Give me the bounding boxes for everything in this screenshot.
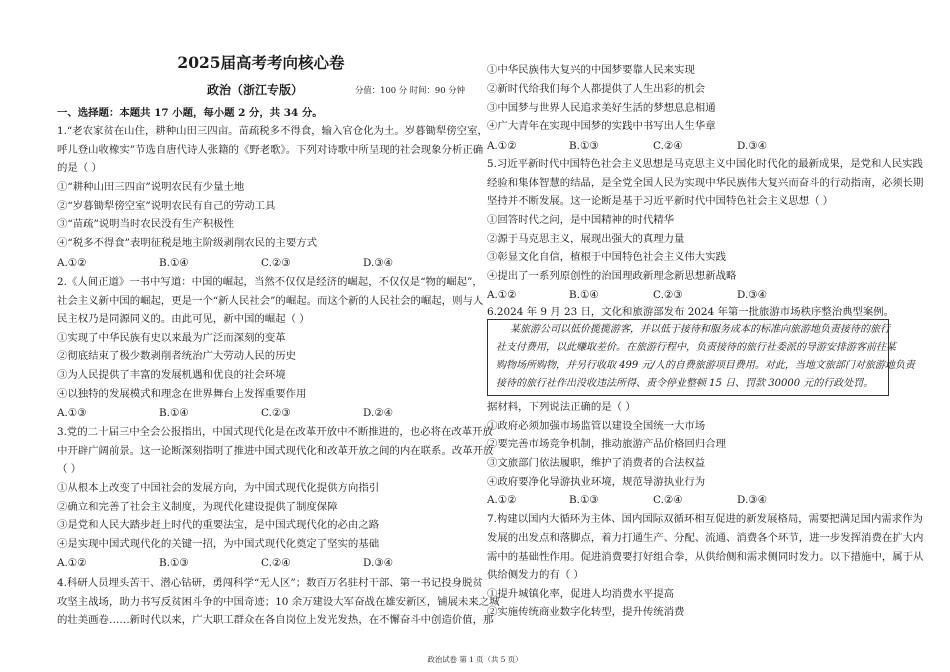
q4-option-d[interactable]: D.③④ — [737, 140, 767, 152]
q3-item: ①从根本上改变了中国社会的发展方向，为中国式现代化提供方向指引 — [57, 482, 380, 494]
q2-option-c[interactable]: C.②③ — [261, 407, 291, 419]
q6-material-line: 社支付费用，以此赚取差价。在旅游行程中，负责接待的旅行社委派的导游安排游客前往某 — [496, 342, 896, 353]
q3-line: 中开辟广阔前景。这一论断深刻指明了推进中国式现代化和改革开放之间的内在联系。改革开放 — [57, 445, 494, 457]
q6-option-b[interactable]: B.①③ — [569, 494, 599, 506]
q1-line: 1.“老农家贫在山住，耕种山田三四亩。苗疏税多不得食，输入官仓化为土。岁暮锄犁傍空室， — [57, 125, 488, 137]
q6-material-line: 接待的旅行社作出没收违法所得、责令停业整顿 15 日、罚款 30000 元的行政处罚。 — [496, 378, 874, 389]
q6-item: ③文旅部门依法履职，维护了消费者的合法权益 — [487, 457, 706, 469]
q3-line: （ ） — [57, 463, 82, 475]
q5-option-c[interactable]: C.②③ — [653, 289, 683, 301]
exam-subtitle: 政治（浙江专版） — [207, 83, 304, 97]
q2-item: ③为人民提供了丰富的发展机遇和优良的社会环境 — [57, 369, 286, 381]
q7-line: 发展的出发点和落脚点，着力打通生产、分配、流通、消费各个环节，进一步发挥消费在扩大内 — [487, 532, 924, 544]
q4-item: ③中国梦与世界人民追求美好生活的梦想息息相通 — [487, 102, 716, 114]
q6-item: ①政府必须加强市场监管以建设全国统一大市场 — [487, 420, 706, 432]
q2-line: 2.《人间正道》一书中写道：中国的崛起，当然不仅仅是经济的崛起，不仅仅是“物的崛起”， — [57, 276, 483, 288]
q1-line: 的是（ ） — [57, 162, 102, 174]
q6-intro: 6.2024 年 9 月 23 日，文化和旅游部发布 2024 年第一批旅游市场秩序整治典型案例。 — [487, 306, 895, 318]
exam-meta: 分值：100 分 时间：90 分钟 — [355, 85, 466, 95]
q2-option-a[interactable]: A.①③ — [57, 407, 87, 419]
q6-line: 据材料，下列说法正确的是（ ） — [487, 401, 636, 413]
q6-material-line: 某旅游公司以低价揽揽游客，并以低于接待和服务成本的标准向旅游地负责接待的旅行 — [510, 324, 890, 335]
q5-line: 5.习近平新时代中国特色社会主义思想是马克思主义中国化时代化的最新成果，是党和人民实践 — [487, 158, 923, 170]
q3-option-a[interactable]: A.①② — [57, 557, 87, 569]
q1-option-b[interactable]: B.①④ — [159, 257, 189, 269]
q6-option-d[interactable]: D.③④ — [737, 494, 767, 506]
q1-item: ③“苗疏”说明当时农民没有生产积极性 — [57, 218, 234, 230]
q3-line: 3.党的二十届三中全会公报指出，中国式现代化是在改革开放中不断推进的，也必将在改革开放 — [57, 426, 493, 438]
q7-line: 需中的基础性作用。促进消费要打好组合拳，从供给侧和需求侧同时发力。以下措施中，属于从 — [487, 551, 924, 563]
q2-line: 社会主义新中国的崛起，更是一个“新人民社会”的崛起。而这个新的人民社会的崛起，则与人 — [57, 295, 484, 307]
q5-item: ③彰显文化自信，植根于中国特色社会主义伟大实践 — [487, 251, 726, 263]
q5-option-d[interactable]: D.③④ — [737, 289, 767, 301]
q4-item: ②新时代给我们每个人都提供了人生出彩的机会 — [487, 83, 706, 95]
q5-line: 坚持并不断发展。这一论断是基于习近平新时代中国特色社会主义思想（ ） — [487, 195, 834, 207]
q5-option-b[interactable]: B.①④ — [569, 289, 599, 301]
q6-item: ④政府要净化导游执业环境，规范导游执业行为 — [487, 476, 706, 488]
q5-item: ②源于马克思主义，展现出强大的真理力量 — [487, 233, 685, 245]
q2-line: 民主权乃是同源同义的。由此可见，新中国的崛起（ ） — [57, 313, 310, 325]
q1-option-a[interactable]: A.①② — [57, 257, 87, 269]
q3-item: ②确立和完善了社会主义制度，为现代化建设提供了制度保障 — [57, 501, 338, 513]
q1-option-c[interactable]: C.②③ — [261, 257, 291, 269]
q5-item: ①回答时代之问，是中国精神的时代精华 — [487, 214, 675, 226]
q3-item: ③是党和人民大踏步赶上时代的重要法宝，是中国式现代化的必由之路 — [57, 519, 380, 531]
q5-option-a[interactable]: A.①② — [487, 289, 517, 301]
q1-option-d[interactable]: D.③④ — [363, 257, 393, 269]
q4-line: 攻坚主战场，助力书写反贫困斗争的中国奇迹；10 余万建设大军奋战在雄安新区，铺展未来之城 — [57, 596, 500, 608]
q2-item: ②彻底结束了极少数剥削者统治广大劳动人民的历史 — [57, 350, 296, 362]
q4-option-a[interactable]: A.①② — [487, 140, 517, 152]
q1-item: ④“税多不得食”表明征税是地主阶级剥削农民的主要方式 — [57, 237, 317, 249]
q7-line: 供给侧发力的有（ ） — [487, 569, 584, 581]
q2-item: ①实现了中华民族有史以来最为广泛而深刻的变革 — [57, 332, 286, 344]
q5-item: ④提出了一系列原创性的治国理政新理念新思想新战略 — [487, 270, 737, 282]
q6-option-a[interactable]: A.①② — [487, 494, 517, 506]
q6-material-box — [487, 319, 915, 396]
q3-option-c[interactable]: C.②④ — [261, 557, 291, 569]
q3-option-d[interactable]: D.③④ — [363, 557, 393, 569]
q4-item: ④广大青年在实现中国梦的实践中书写出人生华章 — [487, 120, 716, 132]
section-heading: 一、选择题：本题共 17 小题，每小题 2 分，共 34 分。 — [57, 107, 323, 119]
q4-line: 的壮美画卷……新时代以来，广大职工群众在各自岗位上发光发热，在不懈奋斗中创造价值，那 — [57, 614, 494, 626]
q6-option-c[interactable]: C.②④ — [653, 494, 683, 506]
q3-option-b[interactable]: B.①③ — [159, 557, 189, 569]
q2-item: ④以独特的发展模式和理念在世界舞台上发挥重要作用 — [57, 388, 307, 400]
q7-item: ①提升城镇化率，促进人均消费水平提高 — [487, 588, 675, 600]
q3-item: ④是实现中国式现代化的关键一招，为中国式现代化奠定了坚实的基础 — [57, 538, 380, 550]
q2-option-d[interactable]: D.②④ — [363, 407, 393, 419]
q4-line: 4.科研人员埋头苦干、潜心钻研，勇闯科学“无人区”；数百万名驻村干部、第一书记投身脱贫 — [57, 577, 483, 589]
page-footer: 政治试卷 第 1 页（共 5 页） — [427, 655, 523, 664]
q4-option-c[interactable]: C.②④ — [653, 140, 683, 152]
q1-line: 呼儿登山收橡实”节选自唐代诗人张籍的《野老歌》。下列对诗歌中所呈现的社会现象分析正确 — [57, 144, 484, 156]
q6-item: ②要完善市场竞争机制，推动旅游产品价格回归合理 — [487, 438, 726, 450]
q4-item: ①中华民族伟大复兴的中国梦要靠人民来实现 — [487, 64, 695, 76]
q7-item: ②实施传统商业数字化转型，提升传统消费 — [487, 606, 685, 618]
q6-material-line: 购物场所购物，并另行收取 499 元/人的自费旅游项目费用。对此，当地文旅部门对旅游地负责 — [496, 360, 915, 371]
exam-title: 2025届高考考向核心卷 — [177, 53, 345, 72]
q7-line: 7.构建以国内大循环为主体、国内国际双循环相互促进的新发展格局，需要把满足国内需求作为 — [487, 513, 923, 525]
q4-option-b[interactable]: B.①③ — [569, 140, 599, 152]
q5-line: 经验和集体智慧的结晶，是全党全国人民为实现中华民族伟大复兴而奋斗的行动指南，必须长期 — [487, 177, 924, 189]
q1-item: ①“耕种山田三四亩”说明农民有少量土地 — [57, 181, 245, 193]
q1-item: ②“岁暮锄犁傍空室”说明农民有自己的劳动工具 — [57, 200, 276, 212]
q2-option-b[interactable]: B.①④ — [159, 407, 189, 419]
